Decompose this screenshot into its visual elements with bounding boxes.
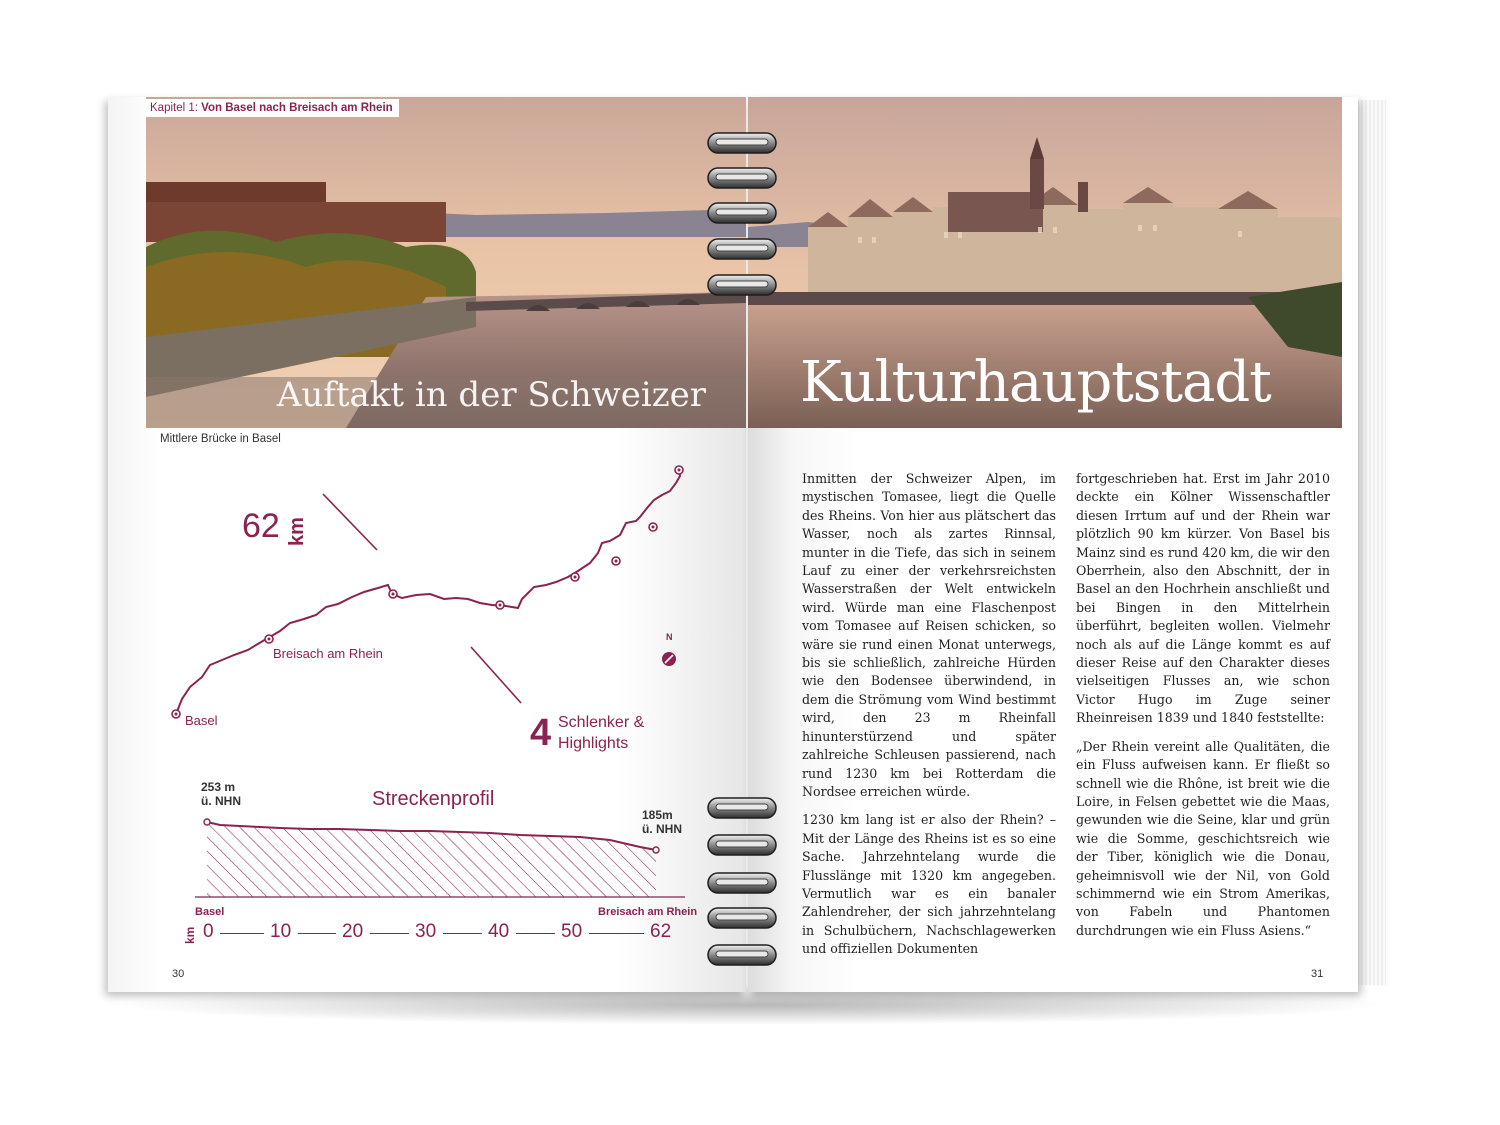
photo-caption: Mittlere Brücke in Basel bbox=[160, 433, 281, 445]
profile-end-point bbox=[653, 847, 659, 853]
distance-value: 62 bbox=[242, 507, 280, 545]
text-column-1 bbox=[802, 470, 1056, 969]
north-compass-icon bbox=[662, 652, 676, 666]
end-elevation-unit: ü. NHN bbox=[642, 822, 682, 836]
axis-tick-label: 40 bbox=[488, 921, 510, 942]
axis-tick-label: 62 bbox=[650, 921, 672, 942]
chapter-prefix: Kapitel 1: bbox=[150, 102, 202, 114]
axis-connector-line bbox=[443, 933, 482, 934]
highlights-label bbox=[558, 712, 644, 754]
binding-ring bbox=[706, 942, 778, 968]
page-edges-right bbox=[1356, 100, 1386, 985]
binding-ring bbox=[706, 272, 778, 298]
hero-title-left: Auftakt in der Schweizer bbox=[276, 375, 706, 415]
divider-stroke-1 bbox=[323, 494, 377, 550]
col1-paragraph-1: Inmitten der Schweizer Alpen, im mystischen Tomasee, liegt die Quelle des Rheins. Von hier aus plätschert das Wasser, noch als zartes Rinnsal, munter in die Tiefe, das sich in seinem Lauf zu einer der verkehrsreichsten Wasserstraßen der Welt entwickeln wird. Würde man eine Flaschenpost vom Tomasee auf Reisen schicken, so wäre sie rund einen Monat unterwegs, bis sie schließlich, zahlreiche Hürden wie den Bodensee überwindend, in dem die Strömung vom Wind bestimmt wird, den 23 m Rheinfall hinunterstürzend und später zahlreiche Schleusen passierend, nach rund 1230 km bei Rotterdam die Nordsee erreichen würde. bbox=[802, 471, 1056, 799]
binding-ring bbox=[706, 795, 778, 821]
profile-start-place: Basel bbox=[195, 906, 225, 918]
profile-title: Streckenprofil bbox=[372, 788, 495, 810]
binding-ring bbox=[706, 905, 778, 931]
map-label-basel: Basel bbox=[185, 713, 218, 728]
map-label-breisach: Breisach am Rhein bbox=[273, 646, 383, 661]
binding-ring bbox=[706, 236, 778, 262]
chapter-tag bbox=[146, 99, 399, 117]
start-elevation bbox=[201, 780, 241, 808]
axis-tick-label: 30 bbox=[415, 921, 437, 942]
axis-connector-line bbox=[220, 933, 264, 934]
profile-start-point bbox=[204, 819, 210, 825]
start-elevation-unit: ü. NHN bbox=[201, 794, 241, 808]
binding-ring bbox=[706, 832, 778, 858]
route-graphic bbox=[150, 455, 710, 925]
col1-paragraph-2: 1230 km lang ist er also der Rhein? – Mit der Länge des Rheins ist es so eine Sache. Jahrzehntelang wurde die Flusslänge mit 1320 km angegeben. Vermutlich war es ein banaler Zahlendreher, der sich jahrzehntelang in Schulbüchern, Nachschlagewerken und offiziellen Dokumenten bbox=[802, 812, 1056, 957]
axis-tick-label: 20 bbox=[342, 921, 364, 942]
profile-end-place: Breisach am Rhein bbox=[598, 906, 698, 918]
binding-ring bbox=[706, 200, 778, 226]
profile-area bbox=[207, 822, 656, 897]
axis-connector-line bbox=[516, 933, 555, 934]
north-label: N bbox=[666, 632, 673, 642]
start-elevation-value: 253 m bbox=[201, 780, 236, 794]
binding-ring bbox=[706, 870, 778, 896]
axis-unit: km bbox=[183, 926, 197, 944]
axis-connector-line bbox=[589, 933, 644, 934]
page-number-right: 31 bbox=[1311, 968, 1324, 980]
col2-paragraph-2: „Der Rhein vereint alle Qualitäten, die ein Fluss aufweisen kann. Er fließt so schnell wie die Rhône, ist breit wie die Loire, in Felsen gebettet wie die Maas, gewunden wie die Seine, klar und grün wie die Somme, geschichtsreich wie der Tiber, königlich wie die Donau, geheimnisvoll wie der Nil, von Gold schimmernd wie ein Strom Amerikas, von Fabeln und Phantomen durchdrungen wie ein Fluss Asiens.“ bbox=[1076, 738, 1330, 938]
highlights-count: 4 bbox=[530, 712, 552, 754]
text-column-2 bbox=[1076, 470, 1330, 950]
end-elevation-value: 185m bbox=[642, 808, 673, 822]
end-elevation bbox=[642, 808, 682, 836]
chapter-title: Von Basel nach Breisach am Rhein bbox=[201, 102, 393, 114]
col2-paragraph-1: fortgeschrieben hat. Erst im Jahr 2010 deckte ein Kölner Wissenschaftler diesen Irrtum auf und der Rhein war plötzlich 90 km kürzer. Von Basel bis Mainz sind es rund 420 km, die wir den Oberrhein, also den Abschnitt, der in Basel an den Hochrhein anschließt und bei Bingen in den Mittelrhein überführt, begleiten wollen. Vielmehr noch als auf die Länge kommt es auf dieser Reise auf den Charakter dieses vielseitigen Flusses an, wie schon Victor Hugo im Zuge seiner Rheinreisen 1839 und 1840 feststellte: bbox=[1076, 471, 1330, 726]
axis-tick-label: 50 bbox=[561, 921, 583, 942]
axis-connector-line bbox=[298, 933, 336, 934]
divider-stroke-2 bbox=[471, 647, 521, 703]
binding-ring bbox=[706, 130, 778, 156]
distance-unit: km bbox=[286, 517, 308, 546]
binding-ring bbox=[706, 165, 778, 191]
axis-tick-label: 10 bbox=[270, 921, 292, 942]
highlights-label-line2: Highlights bbox=[558, 735, 629, 752]
axis-tick-label: 0 bbox=[203, 921, 214, 942]
page-number-left: 30 bbox=[172, 968, 185, 980]
axis-connector-line bbox=[370, 933, 409, 934]
hero-title-right: Kulturhauptstadt bbox=[800, 350, 1271, 415]
highlights-label-line1: Schlenker & bbox=[558, 714, 645, 731]
